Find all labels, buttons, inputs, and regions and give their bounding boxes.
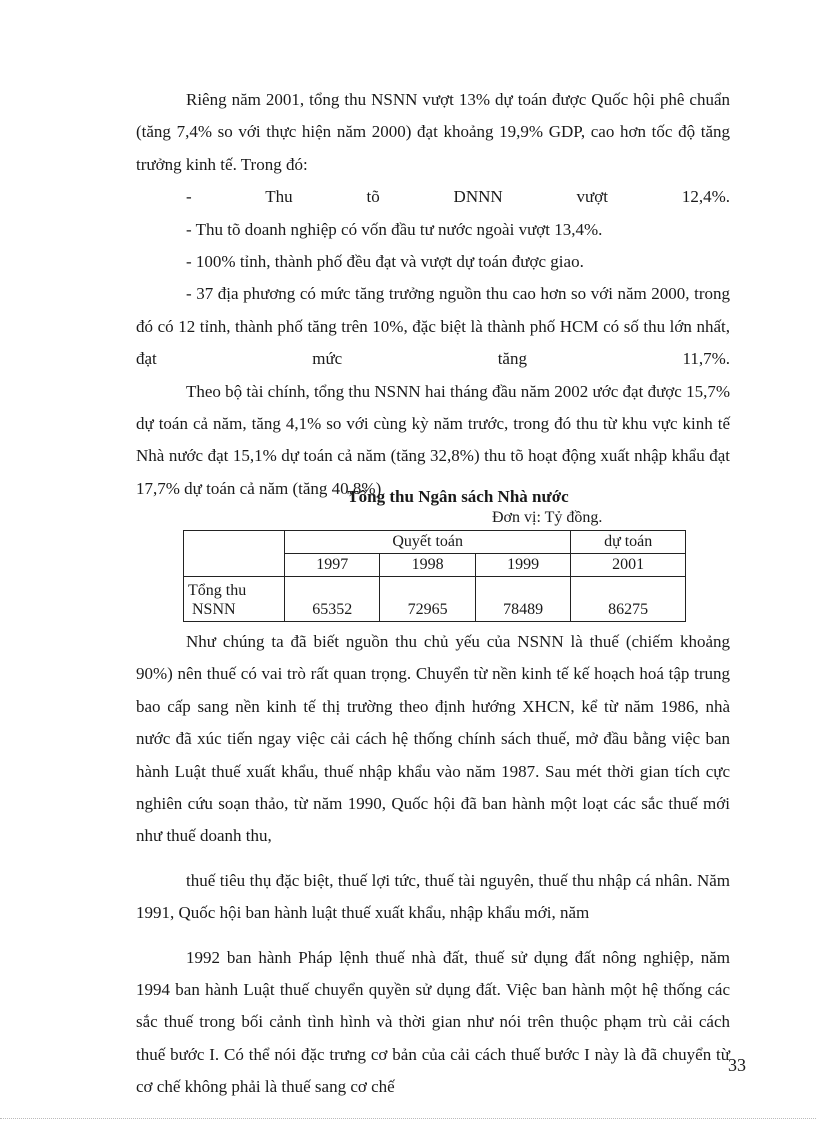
paragraph-tax-laws: thuế tiêu thụ đặc biệt, thuế lợi tức, thuế tài nguyên, thuế thu nhập cá nhân. Năm 1991, Quốc hội ban hành luật thuế xuất khẩu, nhập khẩu mới, năm: [136, 870, 730, 923]
header-settlement: Quyết toán: [285, 531, 571, 554]
year-cell: 1997: [285, 554, 380, 577]
row-label-line: Tổng thu: [188, 582, 247, 599]
year-cell: 1998: [380, 554, 475, 577]
row-label-line: NSNN: [192, 601, 236, 618]
row-label-total-revenue: [184, 577, 285, 622]
table-row: [184, 577, 686, 622]
bullet-37-localities: - 37 địa phương có mức tăng trưởng nguồn thu cao hơn so với năm 2000, trong đó có 12 tỉnh, thành phố tăng trên 10%, đặc biệt là thành phố HCM có số thu lớn nhất, đạt mức tăng 11,7%.: [136, 284, 730, 369]
header-estimate: dự toán: [571, 531, 686, 554]
value-cell: 72965: [380, 577, 475, 622]
page-number: 33: [728, 1055, 746, 1075]
paragraph-2002-estimate: Theo bộ tài chính, tổng thu NSNN hai tháng đầu năm 2002 ước đạt được 15,7% dự toán cả năm, tăng 4,1% so với cùng kỳ năm trước, trong đó thu từ khu vực kinh tế Nhà nước đạt 15,1% dự toán cả năm (tăng 32,8%) thu tõ hoạt động xuất nhập khẩu đạt 17,7% dự toán cả năm (tăng 40,8%): [136, 381, 730, 498]
value-cell: 86275: [571, 577, 686, 622]
text-block-top: [136, 84, 730, 505]
year-cell: 2001: [571, 554, 686, 577]
revenue-table: [183, 530, 686, 622]
paragraph-2001-revenue: Riêng năm 2001, tổng thu NSNN vượt 13% dự toán được Quốc hội phê chuẩn (tăng 7,4% so với thực hiện năm 2000) đạt khoảng 19,9% GDP, cao hơn tốc độ tăng trưởng kinh tế. Trong đó:: [136, 90, 730, 174]
table-title: Tổng thu Ngân sách Nhà nước: [347, 487, 569, 506]
paragraph-tax-reform: 1992 ban hành Pháp lệnh thuế nhà đất, thuế sử dụng đất nông nghiệp, năm 1994 ban hành Luật thuế chuyển quyền sử dụng đất. Việc ban hành một hệ thống các sắc thuế trong bối cảnh tình hình và thời gian như nói trên thuộc phạm trù cải cách thuế bước I. Có thể nói đặc trưng cơ bản của cải cách thuế bước I này là đã chuyển từ cơ chế không phải là thuế sang cơ chế: [136, 947, 730, 1097]
year-cell: 1999: [475, 554, 570, 577]
bullet-dnnn: - Thu tõ DNNN vượt 12,4%.: [186, 187, 730, 207]
value-cell: 78489: [475, 577, 570, 622]
text-block-bottom: [136, 626, 730, 1104]
value-cell: 65352: [285, 577, 380, 622]
table-header-row: [184, 531, 686, 554]
table-unit: Đơn vị: Tỷ đồng.: [492, 509, 603, 526]
footer-divider: [0, 1118, 816, 1119]
bullet-fdi: - Thu tõ doanh nghiệp có vốn đầu tư nước ngoài vượt 13,4%.: [186, 219, 603, 239]
paragraph-tax-role: Như chúng ta đã biết nguồn thu chủ yếu của NSNN là thuế (chiếm khoảng 90%) nên thuế có vai trò rất quan trọng. Chuyển từ nền kinh tế kế hoạch hoá tập trung bao cấp sang nền kinh tế thị trường theo định hướng XHCN, kể từ năm 1986, nhà nước đã xúc tiến ngay việc cải cách hệ thống chính sách thuế, mở đầu bằng việc ban hành Luật thuế xuất khẩu, thuế nhập khẩu vào năm 1987. Sau mét thời gian tích cực nghiên cứu soạn thảo, từ năm 1990, Quốc hội đã ban hành một loạt các sắc thuế mới như thuế doanh thu,: [136, 632, 730, 846]
table-corner-cell: [184, 531, 285, 577]
bullet-provinces: - 100% tỉnh, thành phố đều đạt và vượt dự toán được giao.: [186, 252, 584, 272]
